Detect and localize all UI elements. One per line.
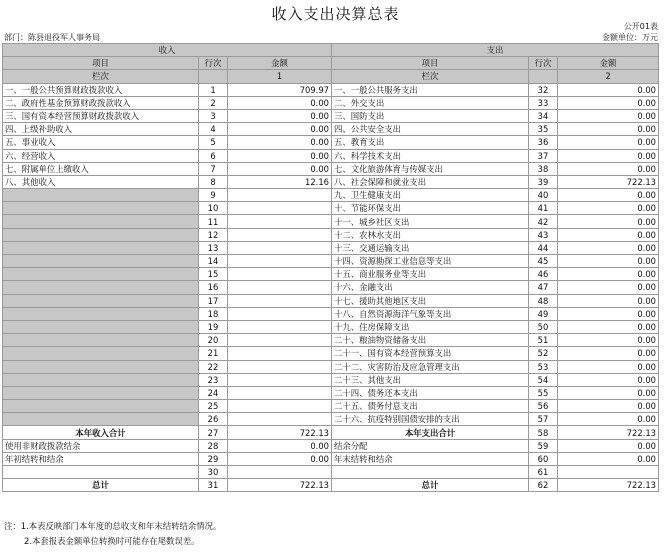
expense-amount-header: 金额 <box>558 57 659 70</box>
income-line-number: 9 <box>199 189 228 202</box>
income-item-cell: 六、经营收入 <box>3 149 199 162</box>
expense-amount-cell: 0.00 <box>558 202 659 215</box>
table-row <box>3 175 659 188</box>
expense-item-cell: 十五、商业服务业等支出 <box>332 268 529 281</box>
income-item-cell <box>3 241 199 254</box>
income-item-cell: 二、政府性基金预算财政拨款收入 <box>3 96 199 109</box>
income-amount-cell <box>228 334 332 347</box>
income-line-number: 21 <box>199 347 228 360</box>
unit-label: 金额单位：万元 <box>602 33 658 42</box>
total-row <box>3 479 659 492</box>
income-total-amount: 0.00 <box>228 452 332 465</box>
expense-line-number: 43 <box>529 228 558 241</box>
expense-line-number: 35 <box>529 123 558 136</box>
expense-line-number: 61 <box>529 466 558 479</box>
expense-amount-cell: 0.00 <box>558 162 659 175</box>
expense-line-number: 62 <box>529 479 558 492</box>
income-amount-cell <box>228 255 332 268</box>
expense-amount-cell: 722.13 <box>558 175 659 188</box>
table-row <box>3 136 659 149</box>
expense-item-cell: 十九、住房保障支出 <box>332 320 529 333</box>
income-item-cell <box>3 294 199 307</box>
expense-amount-cell: 0.00 <box>558 360 659 373</box>
expense-line-number: 55 <box>529 386 558 399</box>
expense-item-cell: 十七、援助其他地区支出 <box>332 294 529 307</box>
table-row <box>3 413 659 426</box>
income-amount-cell: 0.00 <box>228 136 332 149</box>
expense-item-cell: 二十六、抗疫特别国债安排的支出 <box>332 413 529 426</box>
expense-amount-cell: 0.00 <box>558 294 659 307</box>
income-line-number: 26 <box>199 413 228 426</box>
expense-line-number: 37 <box>529 149 558 162</box>
income-amount-cell: 12.16 <box>228 175 332 188</box>
income-line-number: 4 <box>199 123 228 136</box>
income-total-amount <box>228 466 332 479</box>
expense-total-amount: 722.13 <box>558 426 659 439</box>
expense-line-number: 45 <box>529 255 558 268</box>
income-item-cell: 三、国有资本经营预算财政拨款收入 <box>3 109 199 122</box>
expense-line-number: 34 <box>529 109 558 122</box>
income-amount-cell: 0.00 <box>228 162 332 175</box>
table-row <box>3 400 659 413</box>
table-row <box>3 162 659 175</box>
income-item-cell: 四、上级补助收入 <box>3 123 199 136</box>
table-row <box>3 347 659 360</box>
expense-line-header: 行次 <box>529 57 558 70</box>
income-item-cell: 八、其他收入 <box>3 175 199 188</box>
table-row <box>3 320 659 333</box>
income-line-number: 17 <box>199 294 228 307</box>
income-total-amount: 722.13 <box>228 479 332 492</box>
income-item-cell <box>3 413 199 426</box>
expense-line-number: 52 <box>529 347 558 360</box>
table-row <box>3 241 659 254</box>
income-item-cell <box>3 400 199 413</box>
table-row <box>3 83 659 96</box>
expense-item-cell: 九、卫生健康支出 <box>332 189 529 202</box>
expense-item-cell: 八、社会保障和就业支出 <box>332 175 529 188</box>
income-item-cell <box>3 386 199 399</box>
income-line-number: 15 <box>199 268 228 281</box>
income-item-cell <box>3 307 199 320</box>
income-section-header: 收入 <box>3 44 332 57</box>
expense-item-cell: 十四、资源勘探工业信息等支出 <box>332 255 529 268</box>
income-item-cell: 七、附属单位上缴收入 <box>3 162 199 175</box>
form-code: 公开01表 <box>623 22 658 31</box>
income-item-cell <box>3 281 199 294</box>
income-item-cell <box>3 320 199 333</box>
income-item-cell <box>3 189 199 202</box>
table-row <box>3 307 659 320</box>
expense-amount-cell: 0.00 <box>558 386 659 399</box>
footnotes <box>4 519 221 549</box>
income-amount-cell: 0.00 <box>228 96 332 109</box>
expense-amount-cell: 0.00 <box>558 320 659 333</box>
income-item-cell <box>3 360 199 373</box>
income-amount-cell <box>228 268 332 281</box>
expense-lanci-blank <box>529 70 558 83</box>
income-line-number: 22 <box>199 360 228 373</box>
income-amount-cell <box>228 228 332 241</box>
table-row <box>3 360 659 373</box>
footnote-2: 2.本套报表金额单位转换时可能存在尾数误差。 <box>24 536 200 546</box>
expense-item-cell: 十二、农林水支出 <box>332 228 529 241</box>
table-row <box>3 386 659 399</box>
income-amount-cell <box>228 347 332 360</box>
income-expense-table <box>2 43 659 492</box>
expense-line-number: 40 <box>529 189 558 202</box>
income-item-cell <box>3 228 199 241</box>
table-row <box>3 123 659 136</box>
department-label: 部门：陈县退役军人事务局 <box>4 33 100 42</box>
income-total-label: 使用非财政拨款结余 <box>3 439 199 452</box>
income-amount-cell <box>228 281 332 294</box>
income-line-number: 29 <box>199 452 228 465</box>
income-line-number: 25 <box>199 400 228 413</box>
expense-line-number: 56 <box>529 400 558 413</box>
expense-amount-cell: 0.00 <box>558 413 659 426</box>
expense-line-number: 57 <box>529 413 558 426</box>
income-line-number: 19 <box>199 320 228 333</box>
income-item-cell <box>3 215 199 228</box>
income-amount-cell <box>228 202 332 215</box>
expense-line-number: 33 <box>529 96 558 109</box>
expense-item-cell: 四、公共安全支出 <box>332 123 529 136</box>
expense-line-number: 49 <box>529 307 558 320</box>
total-row <box>3 466 659 479</box>
income-lanci-label: 栏次 <box>3 70 199 83</box>
expense-total-amount: 0.00 <box>558 452 659 465</box>
total-row <box>3 439 659 452</box>
expense-section-header: 支出 <box>332 44 659 57</box>
income-line-number: 1 <box>199 83 228 96</box>
expense-total-label: 结余分配 <box>332 439 529 452</box>
income-total-label: 本年收入合计 <box>3 426 199 439</box>
table-row <box>3 281 659 294</box>
income-line-number: 18 <box>199 307 228 320</box>
income-line-number: 8 <box>199 175 228 188</box>
table-row <box>3 255 659 268</box>
column-header-row <box>3 57 659 70</box>
income-line-number: 23 <box>199 373 228 386</box>
income-item-header: 项目 <box>3 57 199 70</box>
expense-amount-cell: 0.00 <box>558 268 659 281</box>
income-line-number: 28 <box>199 439 228 452</box>
income-item-cell <box>3 373 199 386</box>
income-total-label <box>3 466 199 479</box>
income-amount-cell: 0.00 <box>228 123 332 136</box>
income-line-number: 2 <box>199 96 228 109</box>
income-line-number: 10 <box>199 202 228 215</box>
income-amount-cell: 0.00 <box>228 109 332 122</box>
income-line-number: 12 <box>199 228 228 241</box>
expense-total-amount <box>558 466 659 479</box>
income-line-header: 行次 <box>199 57 228 70</box>
expense-line-number: 47 <box>529 281 558 294</box>
expense-line-number: 42 <box>529 215 558 228</box>
income-amount-cell <box>228 386 332 399</box>
income-item-cell <box>3 268 199 281</box>
table-row <box>3 334 659 347</box>
expense-line-number: 46 <box>529 268 558 281</box>
footnote-1: 注：1.本表反映部门本年度的总收支和年末结转结余情况。 <box>4 521 222 531</box>
income-total-amount: 0.00 <box>228 439 332 452</box>
expense-amount-cell: 0.00 <box>558 136 659 149</box>
expense-amount-cell: 0.00 <box>558 123 659 136</box>
expense-line-number: 32 <box>529 83 558 96</box>
income-item-cell <box>3 347 199 360</box>
total-row <box>3 426 659 439</box>
table-row <box>3 109 659 122</box>
income-line-number: 16 <box>199 281 228 294</box>
income-item-cell: 一、一般公共预算财政拨款收入 <box>3 83 199 96</box>
expense-item-cell: 二十、粮油物资储备支出 <box>332 334 529 347</box>
income-line-number: 20 <box>199 334 228 347</box>
expense-total-amount: 722.13 <box>558 479 659 492</box>
income-amount-header: 金额 <box>228 57 332 70</box>
expense-item-cell: 二十二、灾害防治及应急管理支出 <box>332 360 529 373</box>
table-row <box>3 202 659 215</box>
expense-total-label: 本年支出合计 <box>332 426 529 439</box>
income-line-number: 5 <box>199 136 228 149</box>
expense-item-cell: 三、国防支出 <box>332 109 529 122</box>
table-row <box>3 268 659 281</box>
report-title: 收入支出决算总表 <box>271 5 400 23</box>
expense-total-label <box>332 466 529 479</box>
expense-item-cell: 十三、交通运输支出 <box>332 241 529 254</box>
expense-item-cell: 十八、自然资源海洋气象等支出 <box>332 307 529 320</box>
income-item-cell <box>3 334 199 347</box>
income-item-cell: 五、事业收入 <box>3 136 199 149</box>
table-row <box>3 96 659 109</box>
expense-total-amount: 0.00 <box>558 439 659 452</box>
income-amount-cell: 709.97 <box>228 83 332 96</box>
income-amount-cell <box>228 215 332 228</box>
expense-amount-cell: 0.00 <box>558 373 659 386</box>
expense-amount-cell: 0.00 <box>558 228 659 241</box>
section-header-row <box>3 44 659 57</box>
expense-item-cell: 二十四、债务还本支出 <box>332 386 529 399</box>
expense-item-cell: 二十三、其他支出 <box>332 373 529 386</box>
income-amount-cell <box>228 373 332 386</box>
expense-amount-cell: 0.00 <box>558 189 659 202</box>
expense-item-header: 项目 <box>332 57 529 70</box>
expense-amount-cell: 0.00 <box>558 307 659 320</box>
income-line-number: 11 <box>199 215 228 228</box>
expense-item-cell: 五、教育支出 <box>332 136 529 149</box>
income-lanci-blank <box>199 70 228 83</box>
expense-item-cell: 六、科学技术支出 <box>332 149 529 162</box>
income-line-number: 27 <box>199 426 228 439</box>
income-amount-cell: 0.00 <box>228 149 332 162</box>
expense-total-label: 年末结转和结余 <box>332 452 529 465</box>
expense-amount-cell: 0.00 <box>558 347 659 360</box>
income-line-number: 13 <box>199 241 228 254</box>
column-index-row <box>3 70 659 83</box>
expense-amount-cell: 0.00 <box>558 215 659 228</box>
income-amount-cell <box>228 320 332 333</box>
table-row <box>3 228 659 241</box>
expense-item-cell: 二十一、国有资本经营预算支出 <box>332 347 529 360</box>
income-total-amount: 722.13 <box>228 426 332 439</box>
table-row <box>3 149 659 162</box>
expense-item-cell: 七、文化旅游体育与传媒支出 <box>332 162 529 175</box>
income-amount-cell <box>228 413 332 426</box>
income-total-label: 年初结转和结余 <box>3 452 199 465</box>
expense-line-number: 60 <box>529 452 558 465</box>
income-line-number: 14 <box>199 255 228 268</box>
income-line-number: 3 <box>199 109 228 122</box>
expense-line-number: 50 <box>529 320 558 333</box>
income-amount-cell <box>228 400 332 413</box>
expense-item-cell: 二十五、债务付息支出 <box>332 400 529 413</box>
income-item-cell <box>3 202 199 215</box>
expense-line-number: 59 <box>529 439 558 452</box>
income-line-number: 31 <box>199 479 228 492</box>
income-item-cell <box>3 255 199 268</box>
expense-line-number: 44 <box>529 241 558 254</box>
expense-line-number: 39 <box>529 175 558 188</box>
expense-line-number: 48 <box>529 294 558 307</box>
income-line-number: 24 <box>199 386 228 399</box>
expense-line-number: 41 <box>529 202 558 215</box>
expense-item-cell: 一、一般公共服务支出 <box>332 83 529 96</box>
expense-amount-cell: 0.00 <box>558 241 659 254</box>
expense-total-label: 总计 <box>332 479 529 492</box>
expense-line-number: 58 <box>529 426 558 439</box>
expense-lanci-label: 栏次 <box>332 70 529 83</box>
expense-item-cell: 十、节能环保支出 <box>332 202 529 215</box>
expense-amount-cell: 0.00 <box>558 96 659 109</box>
expense-line-number: 38 <box>529 162 558 175</box>
expense-line-number: 51 <box>529 334 558 347</box>
expense-amount-cell: 0.00 <box>558 83 659 96</box>
expense-col-number: 2 <box>558 70 659 83</box>
income-amount-cell <box>228 241 332 254</box>
expense-amount-cell: 0.00 <box>558 400 659 413</box>
income-line-number: 7 <box>199 162 228 175</box>
income-total-label: 总计 <box>3 479 199 492</box>
income-amount-cell <box>228 294 332 307</box>
income-amount-cell <box>228 360 332 373</box>
expense-line-number: 53 <box>529 360 558 373</box>
income-line-number: 30 <box>199 466 228 479</box>
income-amount-cell <box>228 189 332 202</box>
expense-amount-cell: 0.00 <box>558 334 659 347</box>
expense-item-cell: 二、外交支出 <box>332 96 529 109</box>
expense-item-cell: 十一、城乡社区支出 <box>332 215 529 228</box>
table-row <box>3 215 659 228</box>
expense-amount-cell: 0.00 <box>558 281 659 294</box>
income-line-number: 6 <box>199 149 228 162</box>
income-col-number: 1 <box>228 70 332 83</box>
table-row <box>3 189 659 202</box>
expense-item-cell: 十六、金融支出 <box>332 281 529 294</box>
total-row <box>3 452 659 465</box>
expense-amount-cell: 0.00 <box>558 109 659 122</box>
expense-line-number: 54 <box>529 373 558 386</box>
table-row <box>3 294 659 307</box>
income-amount-cell <box>228 307 332 320</box>
table-row <box>3 373 659 386</box>
expense-amount-cell: 0.00 <box>558 255 659 268</box>
expense-amount-cell: 0.00 <box>558 149 659 162</box>
expense-line-number: 36 <box>529 136 558 149</box>
